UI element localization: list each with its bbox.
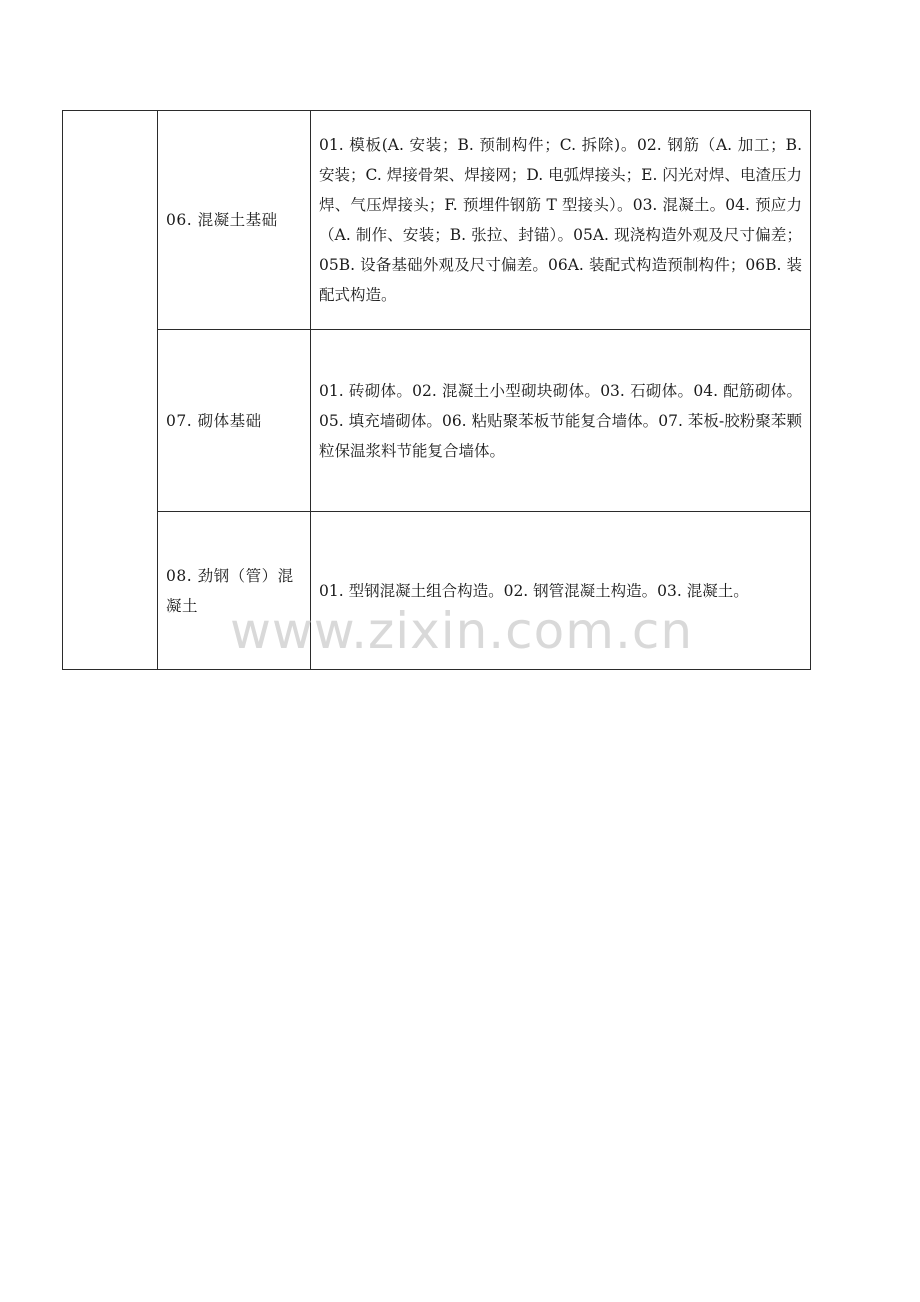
table-row — [63, 111, 811, 330]
item-cell: 06. 混凝土基础 — [158, 111, 311, 330]
specification-table — [62, 110, 811, 670]
content-cell: 01. 型钢混凝土组合构造。02. 钢管混凝土构造。03. 混凝土。 — [311, 512, 811, 670]
category-cell — [63, 111, 158, 670]
item-cell: 07. 砌体基础 — [158, 330, 311, 512]
item-cell: 08. 劲钢（管）混凝土 — [158, 512, 311, 670]
content-cell: 01. 砖砌体。02. 混凝土小型砌块砌体。03. 石砌体。04. 配筋砌体。05. 填充墙砌体。06. 粘贴聚苯板节能复合墙体。07. 苯板-胶粉聚苯颗粒保温浆料节能复合墙体。 — [311, 330, 811, 512]
table-row — [63, 512, 811, 670]
table-row — [63, 330, 811, 512]
content-cell: 01. 模板(A. 安装；B. 预制构件；C. 拆除)。02. 钢筋（A. 加工；B. 安装；C. 焊接骨架、焊接网；D. 电弧焊接头；E. 闪光对焊、电渣压力焊、气压焊接头；F. 预埋件钢筋 T 型接头）。03. 混凝土。04. 预应力（A. 制作、安装；B. 张拉、封锚）。05A. 现浇构造外观及尺寸偏差；05B. 设备基础外观及尺寸偏差。06A. 装配式构造预制构件；06B. 装配式构造。 — [311, 111, 811, 330]
watermark: www.zixin.com.cn — [230, 602, 694, 660]
